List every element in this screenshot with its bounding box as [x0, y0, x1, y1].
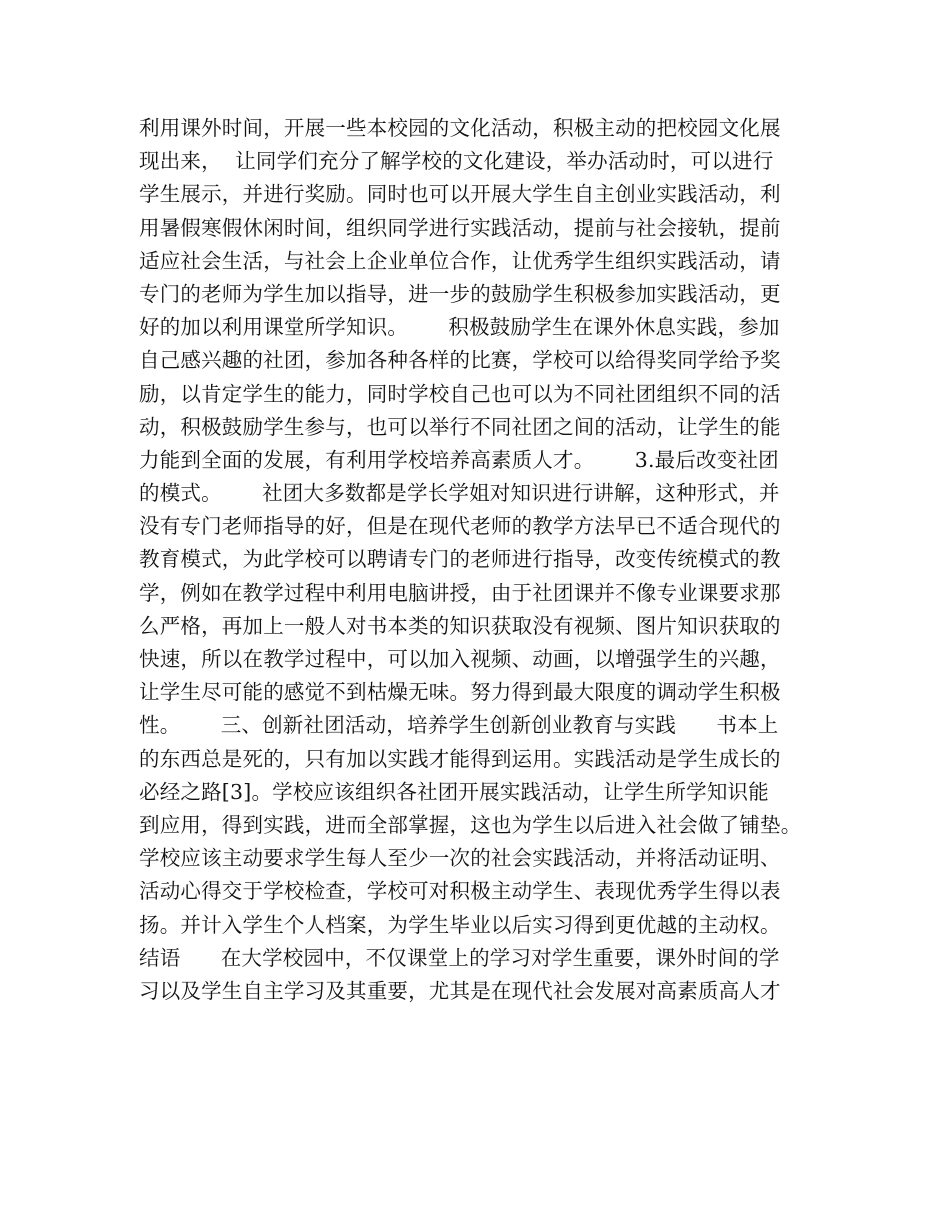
text-line: 学，例如在教学过程中利用电脑讲授，由于社团课并不像专业课要求那	[139, 580, 781, 605]
text-line: 活动心得交于学校检查，学校可对积极主动学生、表现优秀学生得以表	[139, 879, 781, 904]
text-line: 必经之路[3]。学校应该组织各社团开展实践活动，让学生所学知识能	[139, 779, 769, 804]
text-line: 么严格，再加上一般人对书本类的知识获取没有视频、图片知识获取的	[139, 613, 781, 638]
text-line: 没有专门老师指导的好，但是在现代老师的教学方法早已不适合现代的	[139, 514, 781, 539]
text-line: 让学生尽可能的感觉不到枯燥无味。努力得到最大限度的调动学生积极	[139, 680, 781, 705]
text-line: 好的加以利用课堂所学知识。 积极鼓励学生在课外休息实践，参加	[139, 315, 780, 340]
text-line: 快速，所以在教学过程中，可以加入视频、动画，以增强学生的兴趣，	[139, 647, 781, 671]
text-line: 教育模式，为此学校可以聘请专门的老师进行指导，改变传统模式的教	[139, 547, 781, 572]
text-line: 用暑假寒假休闲时间，组织同学进行实践活动，提前与社会接轨，提前	[139, 215, 781, 240]
text-line: 扬。并计入学生个人档案，为学生毕业以后实习得到更优越的主动权。	[139, 912, 781, 937]
text-line: 的模式。 社团大多数都是学长学姐对知识进行讲解，这种形式，并	[139, 481, 780, 506]
text-line: 习以及学生自主学习及其重要，尤其是在现代社会发展对高素质高人才	[139, 978, 781, 1003]
text-line: 自己感兴趣的社团，参加各种各样的比赛，学校可以给得奖同学给予奖	[139, 348, 781, 373]
text-line: 性。 三、创新社团活动，培养学生创新创业教育与实践 书本上	[139, 713, 779, 738]
text-line: 动，积极鼓励学生参与，也可以举行不同社团之间的活动，让学生的能	[139, 414, 781, 439]
text-line: 到应用，得到实践，进而全部掌握，这也为学生以后进入社会做了铺垫。	[139, 812, 802, 837]
text-line: 学校应该主动要求学生每人至少一次的社会实践活动，并将活动证明、	[139, 846, 781, 871]
text-line: 的东西总是死的，只有加以实践才能得到运用。实践活动是学生成长的	[139, 746, 781, 771]
text-line: 学生展示，并进行奖励。同时也可以开展大学生自主创业实践活动，利	[139, 182, 781, 207]
text-line: 利用课外时间，开展一些本校园的文化活动，积极主动的把校园文化展	[139, 116, 781, 140]
text-line: 励，以肯定学生的能力，同时学校自己也可以为不同社团组织不同的活	[139, 381, 781, 406]
body-text	[139, 112, 829, 1008]
text-line: 力能到全面的发展，有利用学校培养高素质人才。 3.最后改变社团	[139, 447, 779, 472]
text-line: 专门的老师为学生加以指导，进一步的鼓励学生积极参加实践活动，更	[139, 281, 781, 306]
text-line: 现出来， 让同学们充分了解学校的文化建设，举办活动时，可以进行	[139, 149, 774, 174]
text-line: 适应社会生活，与社会上企业单位合作，让优秀学生组织实践活动，请	[139, 248, 781, 273]
text-line: 结语 在大学校园中，不仅课堂上的学习对学生重要，课外时间的学	[139, 945, 780, 970]
